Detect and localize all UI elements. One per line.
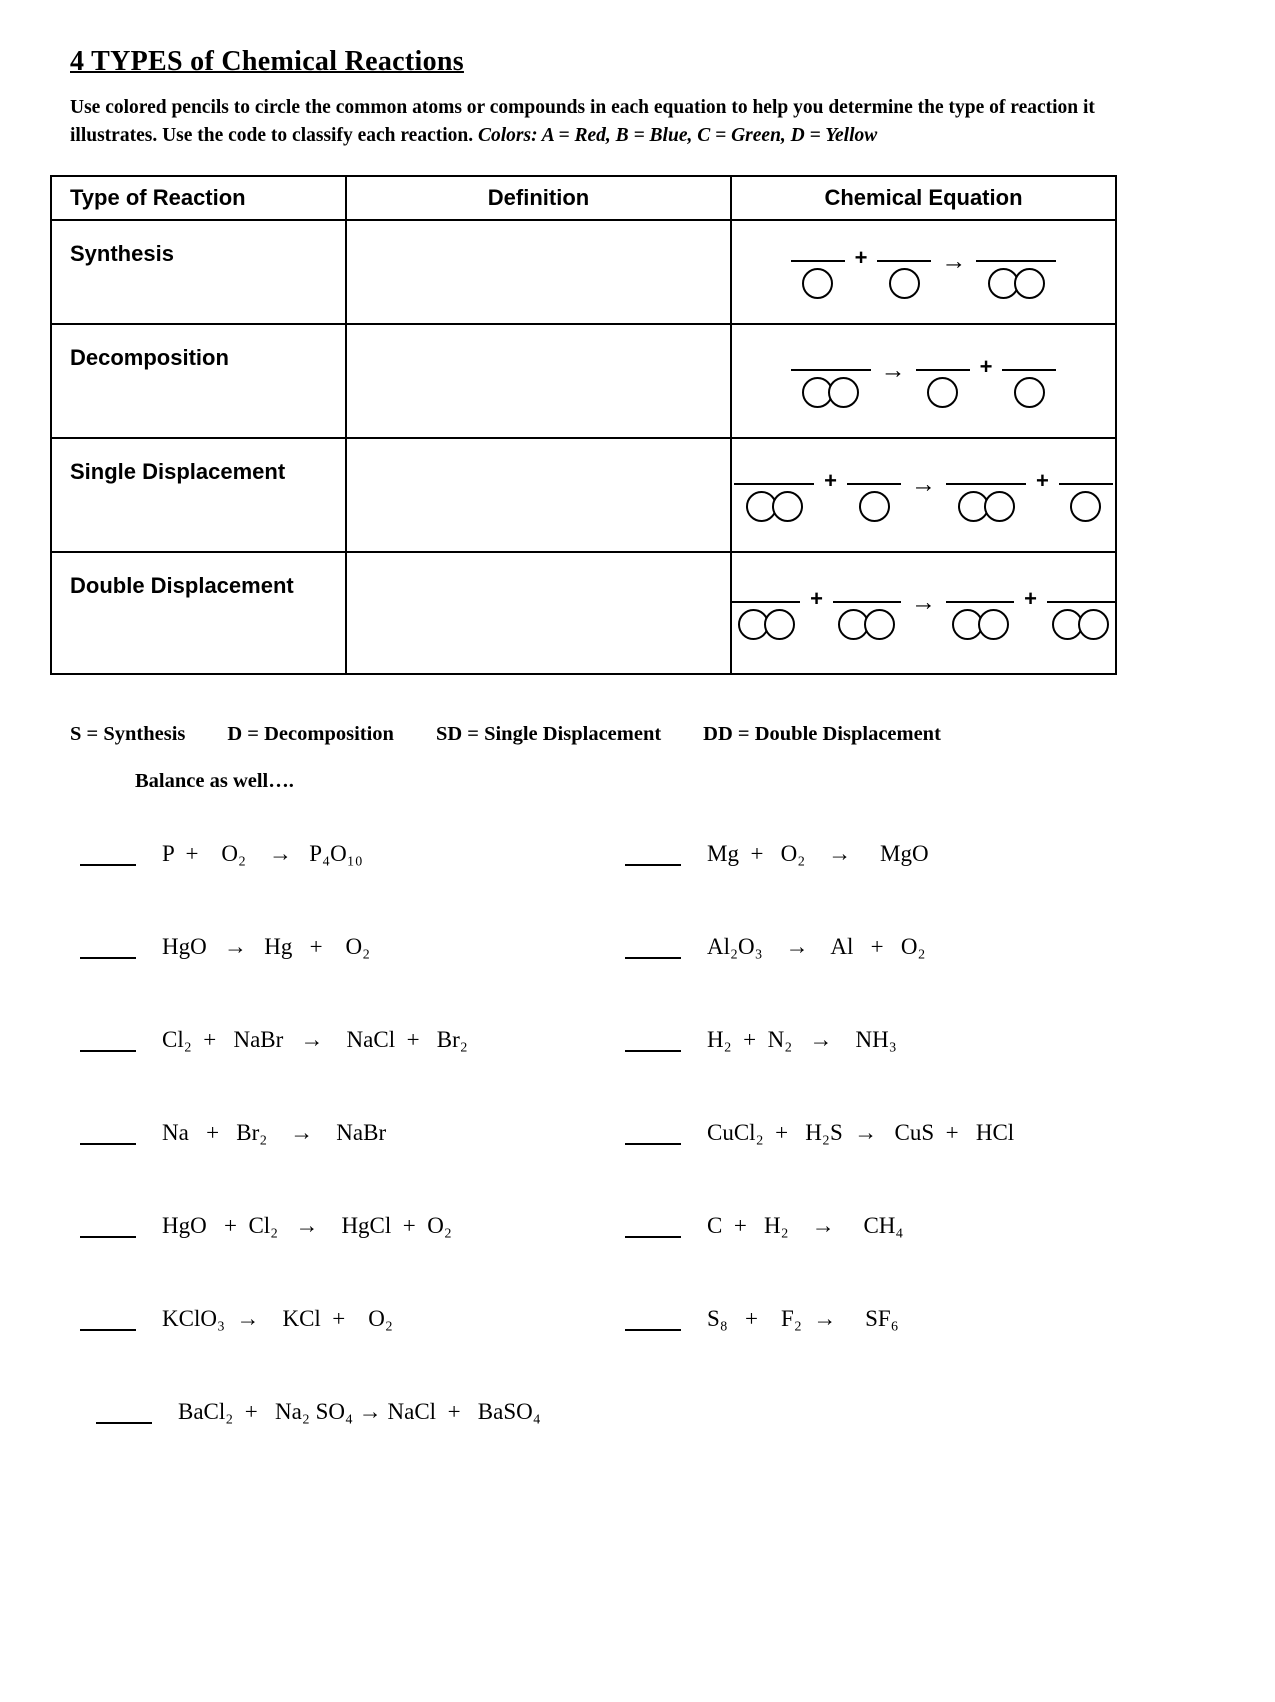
plus-sign: + xyxy=(1036,467,1049,493)
column-header-equation: Chemical Equation xyxy=(731,176,1116,220)
atom-diagram xyxy=(1059,483,1113,523)
instructions-color-code: Colors: A = Red, B = Blue, C = Green, D = Yellow xyxy=(477,124,878,146)
equations-section xyxy=(70,839,1205,1490)
worksheet-title: 4 TYPES of Chemical Reactions xyxy=(70,46,464,77)
equation-text: H₂ + N₂ → NH₃ xyxy=(707,1027,897,1053)
answer-blank[interactable] xyxy=(625,1211,681,1238)
column-header-definition: Definition xyxy=(346,176,731,220)
equation-text: C + H₂ → CH₄ xyxy=(707,1213,904,1239)
blank-line xyxy=(734,483,814,486)
atom-circle xyxy=(978,609,1009,640)
definition-cell[interactable] xyxy=(346,324,731,438)
equation-row xyxy=(80,839,625,932)
atom-group xyxy=(802,268,833,299)
equations-left-column xyxy=(70,839,625,1490)
plus-sign: + xyxy=(854,244,868,270)
reaction-diagram xyxy=(732,467,1115,523)
instructions-bold: Use colored pencils to circle the common atoms or compounds in each equation to help you determine the type of reaction it illustrates. Use the code to classify each reaction. xyxy=(70,97,1095,146)
atom-group xyxy=(1070,491,1101,522)
plus-sign: + xyxy=(810,585,823,611)
diagram-cell xyxy=(731,324,1116,438)
answer-blank[interactable] xyxy=(625,932,681,959)
column-header-type: Type of Reaction xyxy=(51,176,346,220)
type-label: Single Displacement xyxy=(51,438,346,552)
answer-blank[interactable] xyxy=(625,1304,681,1331)
diagram-cell xyxy=(731,220,1116,324)
atom-circle xyxy=(859,491,890,522)
atom-group xyxy=(927,377,958,408)
atom-diagram xyxy=(791,260,845,300)
atom-circle xyxy=(889,268,920,299)
reaction-arrow-icon: → xyxy=(880,355,906,384)
equation-row xyxy=(80,1304,625,1397)
atom-diagram xyxy=(877,260,931,300)
equation-text: Cl₂ + NaBr → NaCl + Br₂ xyxy=(162,1027,468,1053)
equation-row xyxy=(80,932,625,1025)
answer-blank[interactable] xyxy=(80,932,136,959)
legend-item-double-displacement: DD = Double Displacement xyxy=(703,723,941,746)
equation-text: Na + Br₂ → NaBr xyxy=(162,1120,387,1146)
equation-row xyxy=(80,1025,625,1118)
plus-sign: + xyxy=(979,353,993,379)
diatomic-molecule-diagram xyxy=(833,601,901,641)
table-row-double-displacement xyxy=(51,552,1116,674)
atom-diagram xyxy=(916,369,970,409)
atom-group xyxy=(1014,377,1045,408)
type-label: Synthesis xyxy=(51,220,346,324)
atom-group xyxy=(838,609,895,640)
balance-note: Balance as well…. xyxy=(135,770,294,793)
equation-text: KClO₃ → KCl + O₂ xyxy=(162,1306,393,1332)
atom-circle xyxy=(1014,377,1045,408)
diagram-cell xyxy=(731,552,1116,674)
equations-right-column xyxy=(625,839,1205,1490)
atom-circle xyxy=(927,377,958,408)
atom-group xyxy=(738,609,795,640)
reaction-diagram xyxy=(732,244,1115,300)
equation-row xyxy=(625,1211,1205,1304)
plus-sign: + xyxy=(1024,585,1037,611)
definition-cell[interactable] xyxy=(346,220,731,324)
answer-blank[interactable] xyxy=(80,1304,136,1331)
answer-blank[interactable] xyxy=(80,1211,136,1238)
equation-text: Al₂O₃ → Al + O₂ xyxy=(707,934,926,960)
plus-sign: + xyxy=(824,467,837,493)
blank-line xyxy=(1002,369,1056,372)
legend-item-synthesis: S = Synthesis xyxy=(70,723,186,746)
equation-row xyxy=(625,1025,1205,1118)
definition-cell[interactable] xyxy=(346,552,731,674)
answer-blank[interactable] xyxy=(80,839,136,866)
equation-row xyxy=(80,1118,625,1211)
equation-row xyxy=(80,1211,625,1304)
type-label: Double Displacement xyxy=(51,552,346,674)
equation-text: HgO + Cl₂ → HgCl + O₂ xyxy=(162,1213,452,1239)
blank-line xyxy=(946,483,1026,486)
atom-group xyxy=(958,491,1015,522)
blank-line xyxy=(916,369,970,372)
diatomic-molecule-diagram xyxy=(734,483,814,523)
atom-circle xyxy=(828,377,859,408)
table-row-decomposition xyxy=(51,324,1116,438)
blank-line xyxy=(833,601,901,604)
blank-line xyxy=(1059,483,1113,486)
atom-circle xyxy=(1014,268,1045,299)
answer-blank[interactable] xyxy=(80,1025,136,1052)
blank-line xyxy=(877,260,931,263)
atom-circle xyxy=(864,609,895,640)
diagram-cell xyxy=(731,438,1116,552)
blank-line xyxy=(976,260,1056,263)
blank-line xyxy=(946,601,1014,604)
type-label: Decomposition xyxy=(51,324,346,438)
equation-row xyxy=(625,1304,1205,1397)
atom-circle xyxy=(984,491,1015,522)
table-row-single-displacement xyxy=(51,438,1116,552)
table-header-row xyxy=(51,176,1116,220)
atom-group xyxy=(889,268,920,299)
equation-text: P + O₂ → P₄O₁₀ xyxy=(162,841,363,867)
blank-line xyxy=(847,483,901,486)
diatomic-molecule-diagram xyxy=(946,483,1026,523)
legend-item-decomposition: D = Decomposition xyxy=(227,723,394,746)
reaction-diagram xyxy=(732,585,1115,641)
instructions xyxy=(70,94,1115,149)
diatomic-molecule-diagram xyxy=(976,260,1056,300)
blank-line xyxy=(791,369,871,372)
atom-group xyxy=(988,268,1045,299)
diatomic-molecule-diagram xyxy=(732,601,800,641)
atom-circle xyxy=(772,491,803,522)
atom-group xyxy=(859,491,890,522)
atom-group xyxy=(802,377,859,408)
equation-row xyxy=(625,932,1205,1025)
equation-text: BaCl₂ + Na₂ SO₄ → NaCl + BaSO₄ xyxy=(178,1399,541,1425)
equation-text: HgO → Hg + O₂ xyxy=(162,934,371,960)
definition-cell[interactable] xyxy=(346,438,731,552)
answer-blank[interactable] xyxy=(625,1025,681,1052)
answer-blank[interactable] xyxy=(96,1397,152,1424)
answer-blank[interactable] xyxy=(625,839,681,866)
atom-diagram xyxy=(1002,369,1056,409)
atom-circle xyxy=(1070,491,1101,522)
reaction-diagram xyxy=(732,353,1115,409)
reaction-types-table xyxy=(50,175,1117,675)
answer-blank[interactable] xyxy=(625,1118,681,1145)
equation-row xyxy=(625,1118,1205,1211)
atom-group xyxy=(746,491,803,522)
equation-row xyxy=(96,1397,625,1490)
blank-line xyxy=(732,601,800,604)
atom-group xyxy=(952,609,1009,640)
blank-line xyxy=(1047,601,1115,604)
table-row-synthesis xyxy=(51,220,1116,324)
legend-item-single-displacement: SD = Single Displacement xyxy=(435,723,662,746)
diatomic-molecule-diagram xyxy=(946,601,1014,641)
equation-row xyxy=(625,839,1205,932)
blank-line xyxy=(791,260,845,263)
atom-circle xyxy=(802,268,833,299)
reaction-arrow-icon: → xyxy=(911,587,936,616)
classification-legend xyxy=(70,723,1205,746)
reaction-arrow-icon: → xyxy=(911,469,936,498)
diatomic-molecule-diagram xyxy=(1047,601,1115,641)
equation-text: CuCl₂ + H₂S → CuS + HCl xyxy=(707,1120,1015,1146)
atom-circle xyxy=(764,609,795,640)
equation-text: S₈ + F₂ → SF₆ xyxy=(707,1306,899,1332)
equation-text: Mg + O₂ → MgO xyxy=(707,841,929,867)
reaction-arrow-icon: → xyxy=(941,246,967,275)
atom-diagram xyxy=(847,483,901,523)
atom-group xyxy=(1052,609,1109,640)
diatomic-molecule-diagram xyxy=(791,369,871,409)
answer-blank[interactable] xyxy=(80,1118,136,1145)
atom-circle xyxy=(1078,609,1109,640)
